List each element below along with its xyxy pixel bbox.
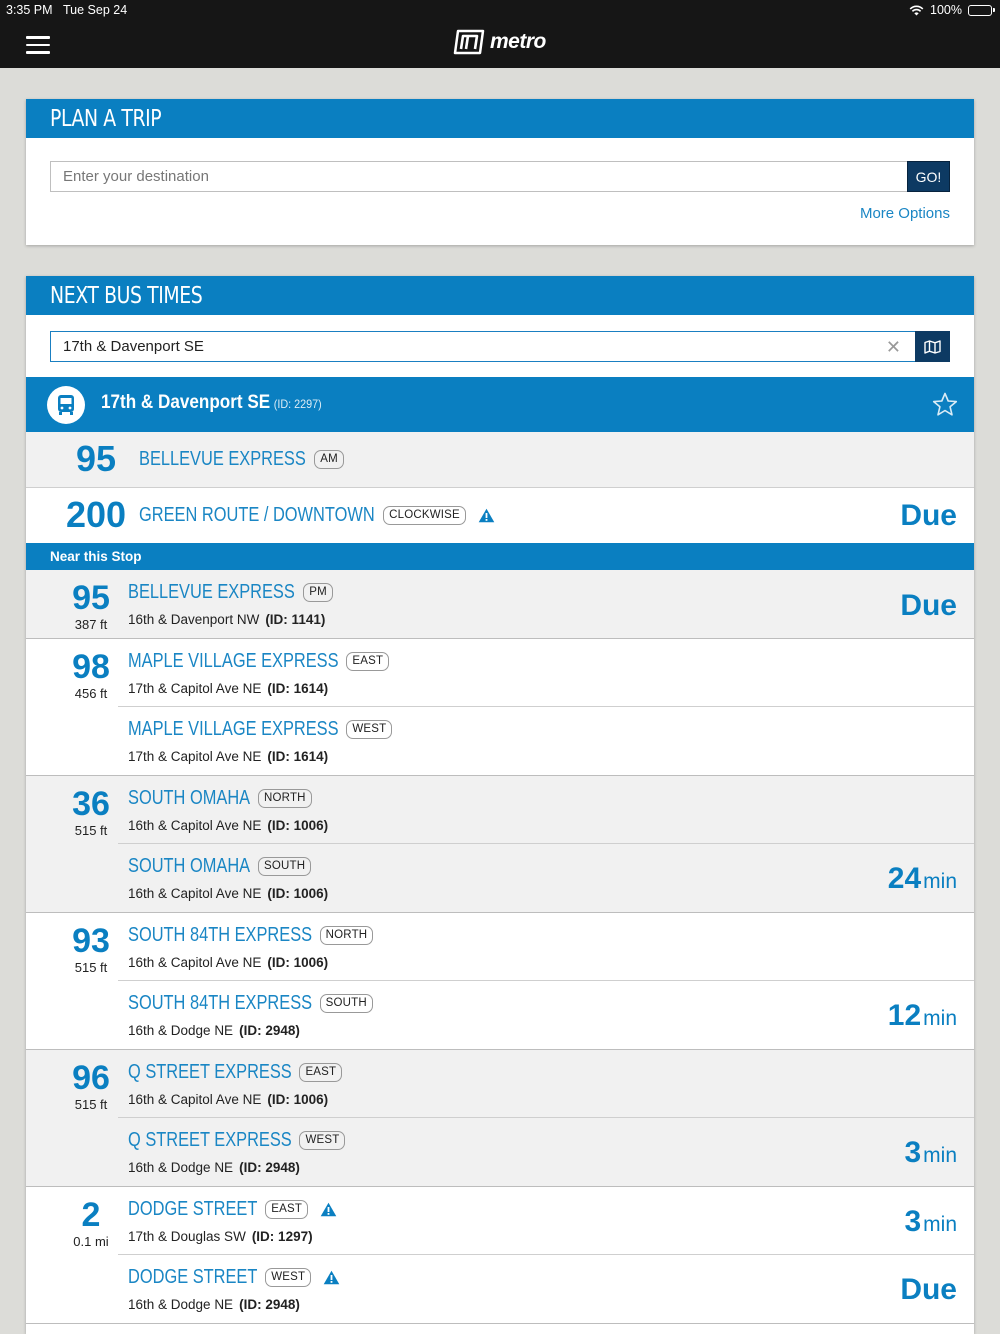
next-bus-times-title: NEXT BUS TIMES bbox=[26, 276, 974, 315]
app-header bbox=[0, 0, 1000, 68]
route-name: SOUTH OMAHA SOUTH bbox=[128, 855, 311, 878]
route-number: 93 bbox=[72, 922, 110, 960]
route-distance: 456 ft bbox=[74, 686, 108, 701]
near-this-stop-header: Near this Stop bbox=[26, 543, 974, 570]
stop-address: 16th & Capitol Ave NE (ID: 1006) bbox=[128, 818, 329, 833]
arrival-time: Due bbox=[900, 589, 957, 622]
stop-address: 16th & Dodge NE (ID: 2948) bbox=[128, 1297, 300, 1312]
stop-address: 16th & Davenport NW (ID: 1141) bbox=[128, 612, 326, 627]
stop-address: 17th & Douglas SW (ID: 1297) bbox=[128, 1229, 313, 1244]
near-route-entry[interactable] bbox=[26, 1187, 974, 1255]
route-badge: NORTH bbox=[258, 789, 312, 808]
route-badge: WEST bbox=[346, 720, 392, 739]
route-badge: CLOCKWISE bbox=[383, 506, 466, 525]
hamburger-menu-icon[interactable] bbox=[26, 36, 50, 54]
route-number: 95 bbox=[72, 579, 110, 617]
stop-address: 16th & Capitol Ave NE (ID: 1006) bbox=[128, 1092, 329, 1107]
more-options-link[interactable]: More Options bbox=[859, 205, 950, 222]
stop-header[interactable] bbox=[26, 377, 974, 432]
stop-address: 17th & Capitol Ave NE (ID: 1614) bbox=[128, 749, 329, 764]
stop-search-input[interactable]: 17th & Davenport SE ✕ bbox=[50, 331, 915, 362]
battery-icon bbox=[968, 5, 992, 16]
metro-logo bbox=[452, 27, 546, 57]
status-bar-time: 3:35 PM Tue Sep 24 bbox=[6, 3, 128, 17]
near-route-entry[interactable] bbox=[26, 1050, 974, 1118]
route-row[interactable] bbox=[26, 432, 974, 488]
near-route-group bbox=[26, 570, 974, 639]
route-badge: EAST bbox=[346, 652, 389, 671]
route-name: SOUTH 84TH EXPRESS SOUTH bbox=[128, 992, 373, 1015]
near-route-group bbox=[26, 1050, 974, 1187]
metro-logo-icon bbox=[452, 27, 486, 57]
bus-icon bbox=[47, 386, 85, 424]
route-number: 95 bbox=[75, 438, 117, 479]
route-name: GREEN ROUTE / DOWNTOWN CLOCKWISE bbox=[139, 504, 495, 527]
route-number: 96 bbox=[72, 1059, 110, 1097]
near-route-entry[interactable] bbox=[26, 844, 974, 912]
stop-address: 16th & Capitol Ave NE (ID: 1006) bbox=[128, 955, 329, 970]
favorite-star-icon[interactable] bbox=[932, 392, 958, 417]
stop-id: (ID: 2297) bbox=[273, 397, 322, 411]
map-button[interactable] bbox=[915, 331, 950, 362]
battery-percent: 100% bbox=[930, 3, 962, 17]
near-route-group bbox=[26, 1187, 974, 1324]
arrival-time: Due bbox=[900, 499, 957, 532]
go-button[interactable]: GO! bbox=[907, 161, 950, 192]
arrival-time: 3min bbox=[904, 1136, 957, 1169]
stop-name: 17th & Davenport SE (ID: 2297) bbox=[101, 392, 322, 413]
route-name: MAPLE VILLAGE EXPRESS EAST bbox=[128, 650, 389, 673]
plan-trip-card bbox=[26, 99, 974, 245]
route-name: DODGE STREET WEST bbox=[128, 1266, 340, 1289]
route-distance: 0.1 mi bbox=[73, 1234, 109, 1249]
route-number: 98 bbox=[72, 648, 110, 686]
route-badge: SOUTH bbox=[320, 994, 373, 1013]
alert-icon[interactable] bbox=[323, 1270, 340, 1285]
route-name: SOUTH 84TH EXPRESS NORTH bbox=[128, 924, 373, 947]
route-badge: NORTH bbox=[320, 926, 374, 945]
route-badge: EAST bbox=[265, 1200, 308, 1219]
route-badge: SOUTH bbox=[258, 857, 311, 876]
route-badge: AM bbox=[314, 450, 344, 469]
stop-address: 16th & Capitol Ave NE (ID: 1006) bbox=[128, 886, 329, 901]
route-distance: 515 ft bbox=[74, 960, 108, 975]
next-bus-times-card bbox=[26, 276, 974, 1334]
near-route-entry[interactable] bbox=[26, 570, 974, 638]
arrival-time: Due bbox=[900, 1273, 957, 1306]
route-badge: EAST bbox=[299, 1063, 342, 1082]
map-icon bbox=[924, 340, 941, 354]
near-route-entry[interactable] bbox=[26, 707, 974, 775]
route-name: BELLEVUE EXPRESS AM bbox=[139, 448, 344, 471]
stop-address: 16th & Dodge NE (ID: 2948) bbox=[128, 1023, 300, 1038]
route-row[interactable] bbox=[26, 488, 974, 544]
route-badge: PM bbox=[303, 583, 333, 602]
clear-icon[interactable]: ✕ bbox=[885, 337, 901, 357]
route-name: Q STREET EXPRESS WEST bbox=[128, 1129, 345, 1152]
route-distance: 387 ft bbox=[74, 617, 108, 632]
stop-address: 17th & Capitol Ave NE (ID: 1614) bbox=[128, 681, 329, 696]
arrival-time: 12min bbox=[887, 999, 957, 1032]
near-route-group bbox=[26, 639, 974, 776]
route-badge: WEST bbox=[265, 1268, 311, 1287]
near-route-group bbox=[26, 913, 974, 1050]
route-name: MAPLE VILLAGE EXPRESS WEST bbox=[128, 718, 392, 741]
route-badge: WEST bbox=[299, 1131, 345, 1150]
route-name: DODGE STREET EAST bbox=[128, 1198, 337, 1221]
near-route-entry[interactable] bbox=[26, 1255, 974, 1323]
destination-input[interactable]: Enter your destination bbox=[50, 161, 907, 192]
near-route-entry[interactable] bbox=[26, 1118, 974, 1186]
alert-icon[interactable] bbox=[320, 1202, 337, 1217]
near-route-group bbox=[26, 776, 974, 913]
route-distance: 515 ft bbox=[74, 1097, 108, 1112]
alert-icon[interactable] bbox=[478, 508, 495, 523]
route-number: 200 bbox=[65, 494, 127, 535]
near-route-entry[interactable] bbox=[26, 981, 974, 1049]
route-number: 36 bbox=[72, 785, 110, 823]
near-route-entry[interactable] bbox=[26, 776, 974, 844]
route-distance: 515 ft bbox=[74, 823, 108, 838]
route-name: SOUTH OMAHA NORTH bbox=[128, 787, 312, 810]
logo-text: metro bbox=[490, 30, 546, 53]
arrival-time: 24min bbox=[887, 862, 957, 895]
route-number: 2 bbox=[81, 1196, 101, 1234]
plan-trip-title: PLAN A TRIP bbox=[26, 99, 974, 138]
near-route-entry[interactable] bbox=[26, 639, 974, 707]
stop-address: 16th & Dodge NE (ID: 2948) bbox=[128, 1160, 300, 1175]
status-bar-right bbox=[909, 3, 992, 17]
arrival-time: 3min bbox=[904, 1205, 957, 1238]
route-name: BELLEVUE EXPRESS PM bbox=[128, 581, 333, 604]
wifi-icon bbox=[909, 5, 924, 16]
route-name: Q STREET EXPRESS EAST bbox=[128, 1061, 342, 1084]
near-route-entry[interactable] bbox=[26, 913, 974, 981]
